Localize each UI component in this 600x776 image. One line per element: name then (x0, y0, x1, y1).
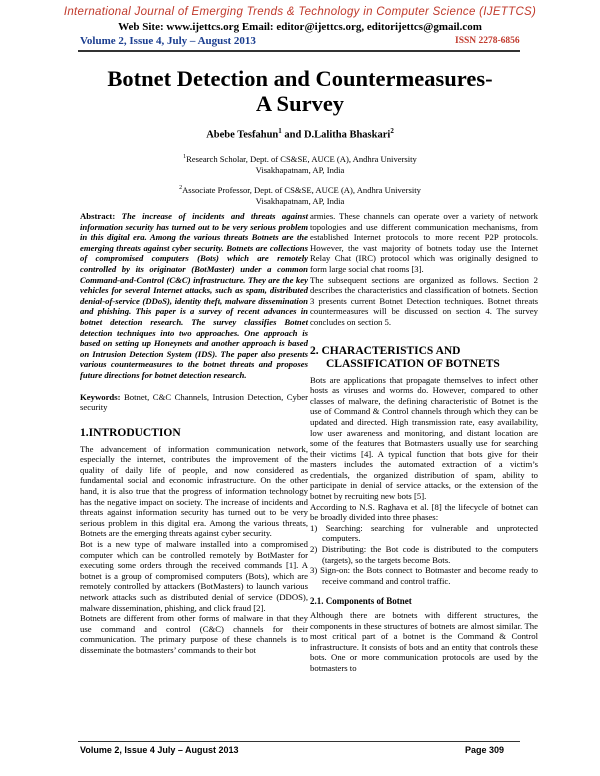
author-list (0, 127, 600, 141)
issn-number: ISSN 2278-6856 (455, 36, 520, 46)
subsection-2-1-heading: 2.1. Components of Botnet (310, 596, 412, 607)
paper-title-line-1: Botnet Detection and Countermeasures- (107, 66, 493, 91)
intro-paragraph-3: Botnets are different from other forms of malware in that they use command and control (C&C) channels for their communication. The primary purpose of these channels is to disseminate the botmasters’ commands to their bot (80, 613, 308, 655)
author-1-affil-mark: 1 (278, 127, 282, 135)
affiliation-2-mark: 2 (179, 185, 183, 191)
affiliation-2-line-2: Visakhapatnam, AP, India (255, 195, 345, 206)
author-conjunction: and (281, 129, 304, 141)
paper-title-line-2: A Survey (255, 91, 345, 116)
lifecycle-item-1: 1) Searching: searching for vulnerable and unprotected computers. (310, 522, 538, 544)
intro-paragraph-1: The advancement of information communication network, especially the internet, contributes the improvement of the quality of daily life of people, and now considered as fundamental social and economic infrastructure. On the other hand, it is also true that the progress of information technology has the negative impact on society. The increase of incidents and threats against information security has turned out to be very serious problem in this digital era. Among the various threats, Botnets are the emerging threats against cyber security. (80, 443, 308, 539)
header-rule (78, 50, 520, 52)
right-paragraph-5: Although there are botnets with different structures, the components in these structures of botnets are almost similar. The most critical part of a botnet is the Command & Control infrastructure. It consists of bots and an entity that controls these bots. One or more communication protocols are used by the botmasters to (310, 610, 538, 673)
journal-name: International Journal of Emerging Trends & Technology in Computer Science (IJETTCS) (63, 6, 537, 18)
affiliation-1-line-1: Research Scholar, Dept. of CS&SE, AUCE (A), Andhra University (186, 153, 417, 164)
abstract-label: Abstract: (80, 211, 116, 221)
section-2-heading-line-1: 2. CHARACTERISTICS AND (310, 344, 461, 357)
author-2-name: D.Lalitha Bhaskari (303, 129, 391, 141)
footer-page-number: Page 309 (465, 745, 505, 755)
right-paragraph-1: armies. These channels can operate over a variety of network topologies and use different communication mechanisms, from established Internet protocols to more recent P2P protocols. However, the vast majority of botnets today use the Internet Relay Chat (IRC) protocol which was originally designed to form large social chat rooms [3]. (310, 211, 538, 274)
paper-title (0, 66, 600, 116)
affiliation-1-mark: 1 (183, 154, 187, 160)
left-column (80, 211, 308, 656)
author-1-name: Abebe Tesfahun (206, 129, 279, 141)
keywords (80, 392, 308, 413)
right-paragraph-4: According to N.S. Raghava et al. [8] the lifecycle of botnet can be broadly divided into three phases: (310, 501, 538, 523)
right-paragraph-3: Bots are applications that propagate themselves to infect other hosts as viruses and worms do. However, compared to other classes of malware, the defining characteristic of Botnet is the use of Command & Control channels through which they can be updated and directed. High transmission rate, easy availability, low user awareness and monitoring, and distant location are some of the features that Botmasters usually use for searching their victims [4]. A typical function that bots give for their masters includes the automated extraction of a victim’s credentials, the organized distribution of spam, ability to participate in denial of service attacks, or the extension of the botnet by recruiting new bots [5]. (310, 374, 538, 502)
author-2-affil-mark: 2 (390, 127, 394, 135)
affiliation-1 (0, 152, 600, 176)
right-paragraph-2: The subsequent sections are organized as follows. Section 2 describes the characteristics and classification of botnets. Section 3 presents current Botnet Detection techniques. Botnet threats countermeasures will be discussed on section 4. The survey concludes on section 5. (310, 274, 538, 327)
affiliation-2 (0, 183, 600, 207)
affiliation-1-line-2: Visakhapatnam, AP, India (255, 164, 345, 175)
keywords-label: Keywords: (80, 391, 121, 402)
lifecycle-item-3: 3) Sign-on: the Bots connect to Botmaster and become ready to receive command and control traffic. (310, 565, 538, 586)
intro-paragraph-2: Bot is a new type of malware installed into a compromised computer which can be controlled remotely by BotMaster for executing some orders through the received commands [1]. A botnet is a group of compromised computers (Bots), which are remotely controlled by attackers (BotMasters) to launch various network attacks such as distributed denial of service (DDOS), malware dissemination, phishing, and click fraud [2]. (80, 539, 308, 613)
affiliation-2-line-1: Associate Professor, Dept. of CS&SE, AUCE (A), Andhra University (182, 184, 421, 195)
lifecycle-item-2: 2) Distributing: the Bot code is distributed to the computers (targets), so the targets become Bots. (310, 544, 538, 565)
journal-website-line: Web Site: www.ijettcs.org Email: editor@ijettcs.org, editorijettcs@gmail.com (118, 21, 482, 33)
abstract-text: The increase of incidents and threats against information security has turned out to be very serious problem in this digital era. Among the various threats Botnets are the emerging threats against cyber security. Botnets are collections of compromised computers (Bots) which are remotely controlled by its originator (BotMaster) under a common Command-and-Control (C&C) infrastructure. They are the key vehicles for several Internet attacks, such as spam, distributed denial-of-service (DDoS), identity theft, malware dissemination and phishing. This paper is a survey of recent advances in botnet detection research. The survey classifies Botnet detection techniques into two approaches. One approach is based on setting up Honeynets and another approach is based on Intrusion Detection System (IDS). The paper also presents various countermeasures to the botnet threats and proposes future directions for botnet detection research. (80, 211, 308, 380)
right-column (310, 211, 538, 674)
section-2-heading-line-2: CLASSIFICATION OF BOTNETS (326, 357, 500, 370)
keywords-text: Botnet, C&C Channels, Intrusion Detection, Cyber security (80, 391, 308, 413)
footer-volume: Volume 2, Issue 4 July – August 2013 (80, 745, 239, 755)
section-1-heading: 1.INTRODUCTION (80, 426, 181, 439)
volume-issue-line: Volume 2, Issue 4, July – August 2013 (80, 35, 256, 47)
abstract (80, 211, 308, 381)
footer-rule (78, 741, 520, 742)
